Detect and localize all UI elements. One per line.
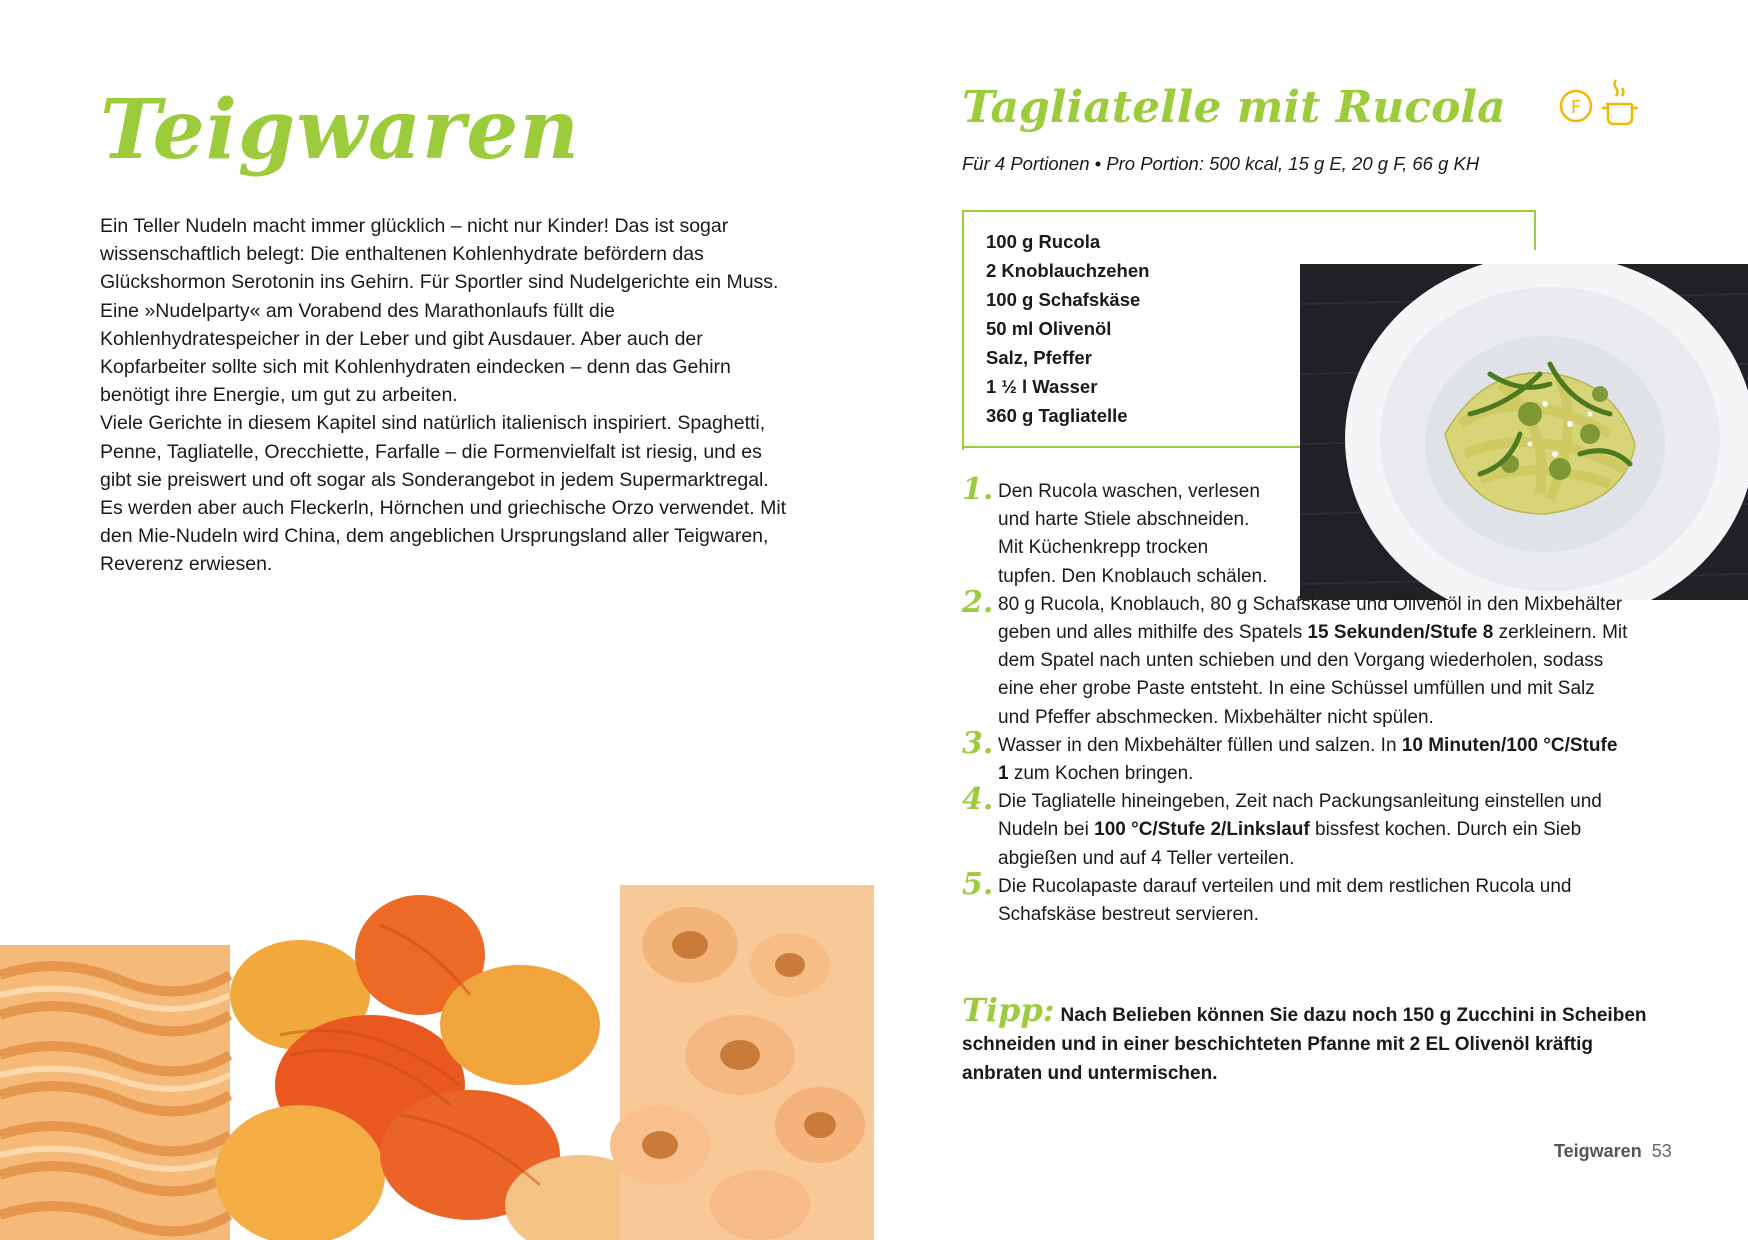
- right-page: [874, 0, 1748, 1240]
- ingredient-item: Salz, Pfeffer: [986, 347, 1092, 368]
- ingredient-item: 50 ml Olivenöl: [986, 318, 1112, 339]
- recipe-title: Tagliatelle mit Rucola: [962, 82, 1506, 133]
- step-number: 5.: [962, 866, 994, 902]
- page-number: 53: [1651, 1141, 1672, 1161]
- ingredient-item: 360 g Tagliatelle: [986, 405, 1128, 426]
- step-number: 4.: [962, 782, 994, 818]
- step-item: [962, 584, 1722, 732]
- footer-chapter-label: Teigwaren: [1554, 1141, 1642, 1161]
- portion-info: Für 4 Portionen • Pro Portion: 500 kcal, 15 g E, 20 g F, 66 g KH: [962, 153, 1480, 174]
- step-number: 3.: [962, 725, 994, 761]
- ingredient-item: 1 ½ l Wasser: [986, 376, 1098, 397]
- fusilli-pasta-left: [0, 945, 230, 1240]
- step-text: Wasser in den Mixbehälter füllen und salzen. In 10 Minuten/100 °C/Stufe 1 zum Kochen bringen.: [998, 734, 1618, 785]
- macaroni-pasta-right: [610, 885, 874, 1240]
- step-item: [962, 725, 1722, 788]
- page-footer: [1554, 1141, 1672, 1162]
- intro-text: [100, 212, 790, 579]
- step-text: Die Rucolapaste darauf verteilen und mit dem restlichen Rucola und Schafskäse bestreut servieren.: [998, 875, 1572, 926]
- tip-text: Nach Belieben können Sie dazu noch 150 g Zucchini in Scheiben schneiden und in einer beschichteten Pfanne mit 2 EL Olivenöl kräftig anbraten und untermischen.: [962, 1005, 1647, 1084]
- step-text: Die Tagliatelle hineingeben, Zeit nach Packungsanleitung einstellen und Nudeln bei 100 °C/Stufe 2/Linkslauf bissfest kochen. Durch ein Sieb abgießen und auf 4 Teller verteilen.: [998, 791, 1602, 869]
- step-item: [962, 472, 1722, 591]
- ingredient-item: 2 Knoblauchzehen: [986, 260, 1150, 281]
- step-item: [962, 866, 1722, 929]
- step-number: 2.: [962, 584, 994, 620]
- step-number: 1.: [962, 472, 994, 507]
- intro-paragraph: Viele Gerichte in diesem Kapitel sind natürlich italienisch inspiriert. Spaghetti, Penne, Tagliatelle, Orecchiette, Farfalle – die Formenvielfalt ist riesig, und es gibt sie preiswert und oft sogar als Sonderangebot in jedem Supermarktregal.: [100, 412, 769, 491]
- recipe-icons: [1558, 76, 1638, 132]
- ingredient-item: 100 g Schafskäse: [986, 289, 1141, 310]
- frame-line-right: [1534, 210, 1536, 250]
- svg-text:F: F: [1570, 97, 1582, 118]
- ingredient-list: [986, 227, 1149, 430]
- cooking-pot-icon: [1602, 80, 1638, 124]
- tip-label: Tipp:: [962, 991, 1055, 1029]
- intro-paragraph: Es werden aber auch Fleckerln, Hörnchen und griechische Orzo verwendet. Mit den Mie-Nudeln wird China, dem angeblichen Ursprungsland aller Teigwaren, Reverenz erwiesen.: [100, 497, 787, 576]
- chapter-title: Teigwaren: [100, 82, 580, 178]
- intro-paragraph: Ein Teller Nudeln macht immer glücklich – nicht nur Kinder! Das ist sogar wissenschaftlich belegt: Die enthaltenen Kohlenhydrate befördern das Glückshormon Serotonin ins Gehirn. Für Sportler sind Nudelgerichte ein Muss. Eine »Nudelparty« am Vorabend des Marathonlaufs füllt die Kohlenhydratespeicher in der Leber und gibt Ausdauer. Aber auch der Kopfarbeiter sollte sich mit Kohlenhydraten eindecken – denn das Gehirn benötigt ihre Energie, um gut zu arbeiten.: [100, 215, 779, 407]
- freezer-badge-icon: [1561, 91, 1591, 121]
- pasta-photo: [0, 885, 874, 1240]
- step-text: 80 g Rucola, Knoblauch, 80 g Schafskäse und Olivenöl in den Mixbehälter geben und alles mithilfe des Spatels 15 Sekunden/Stufe 8 zerkleinern. Mit dem Spatel nach unten schieben und den Vorgang wiederholen, sodass eine eher grobe Paste entsteht. In eine Schüssel umfüllen und mit Salz und Pfeffer abschmecken. Mixbehälter nicht spülen.: [998, 593, 1628, 728]
- ingredient-item: 100 g Rucola: [986, 231, 1101, 252]
- tip-box: [962, 991, 1662, 1088]
- step-text: Den Rucola waschen, verlesen und harte Stiele abschneiden. Mit Küchenkrepp trocken tupfen. Den Knoblauch schälen.: [998, 481, 1268, 587]
- instruction-steps: [962, 472, 1722, 929]
- step-item: [962, 782, 1722, 873]
